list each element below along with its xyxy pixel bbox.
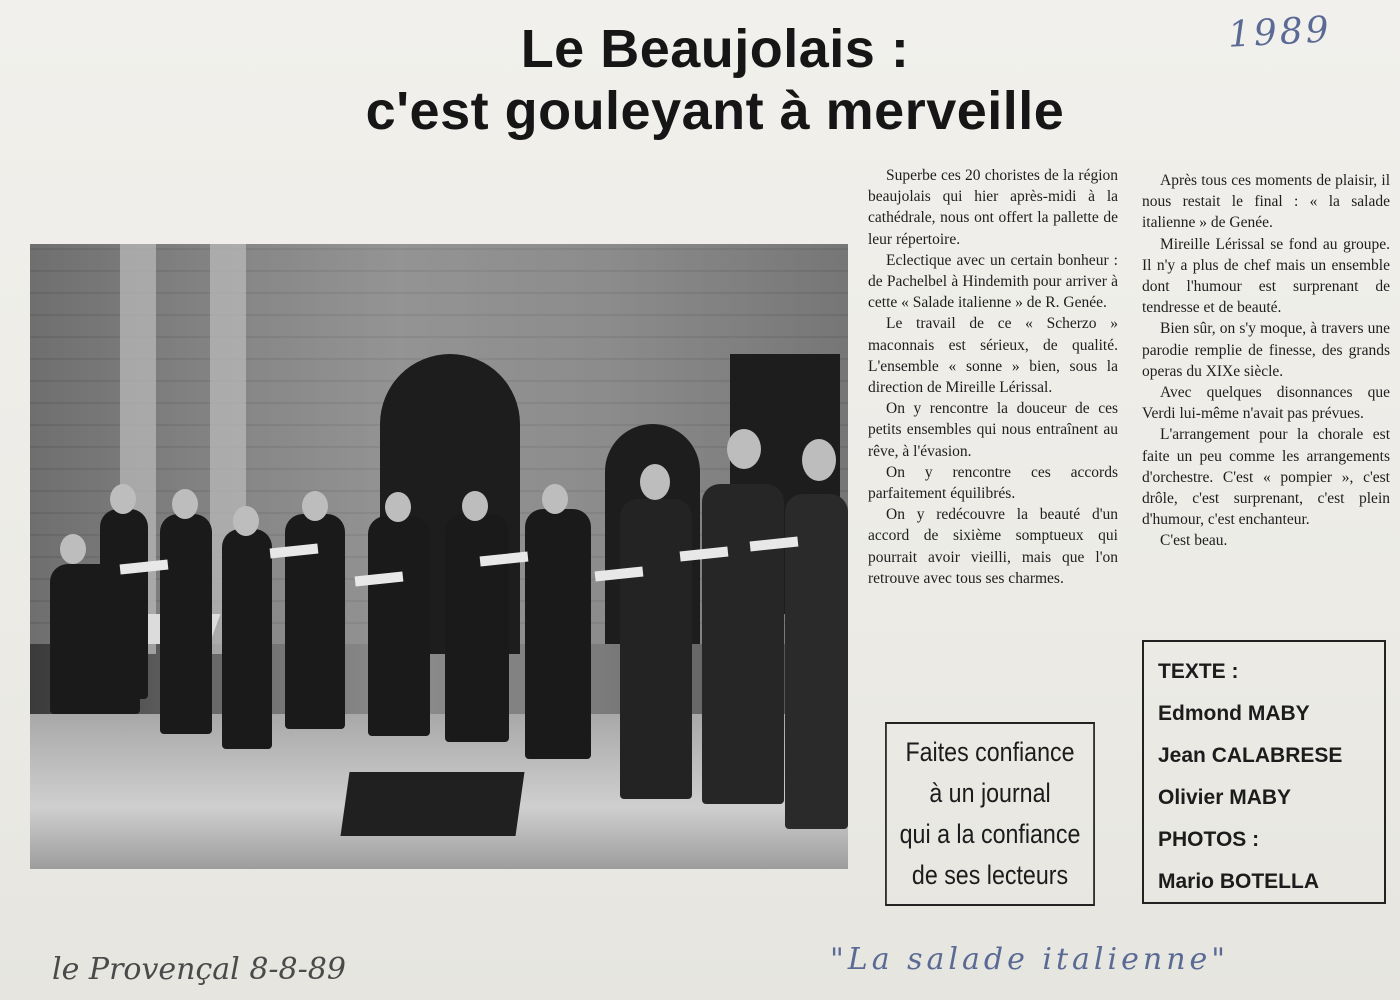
photo-head xyxy=(172,489,198,519)
promo-line: de ses lecteurs xyxy=(911,860,1069,890)
photo-singer xyxy=(445,514,509,742)
photo-singer xyxy=(222,529,272,749)
article-paragraph: Avec quelques disonnances que Verdi lui-même n'avait pas prévues. xyxy=(1142,384,1390,423)
article-paragraph: Bien sûr, on s'y moque, à travers une parodie remplie de finesse, des grands operas du XIXe siècle. xyxy=(1142,320,1390,380)
photo-singer xyxy=(368,516,430,736)
credits-photographer: Mario BOTELLA xyxy=(1158,870,1319,893)
credits-texte-label: TEXTE : xyxy=(1158,660,1239,683)
handwritten-year: 1989 xyxy=(1226,9,1333,56)
promo-line: qui a la confiance xyxy=(899,819,1081,849)
photo-head xyxy=(302,491,328,521)
photo-head xyxy=(60,534,86,564)
credits-author: Olivier MABY xyxy=(1158,786,1292,809)
article-column-1 xyxy=(868,165,1118,589)
promo-line: à un journal xyxy=(929,778,1051,808)
photo-head xyxy=(462,491,488,521)
article-paragraph: On y rencontre ces accords parfaitement équilibrés. xyxy=(868,463,1118,503)
article-paragraph: Le travail de ce « Scherzo » maconnais est sérieux, de qualité. L'ensemble « sonne » bien, sous la direction de Mireille Lérissal. xyxy=(868,315,1118,397)
photo-head xyxy=(640,464,670,500)
article-paragraph: C'est beau. xyxy=(1160,532,1228,550)
promo-line: Faites confiance xyxy=(905,737,1075,767)
handwritten-source: le Provençal 8-8-89 xyxy=(52,952,346,987)
credits-box xyxy=(1142,640,1386,904)
photo-singer xyxy=(620,499,692,799)
article-paragraph: On y redécouvre la beauté d'un accord de sixième somptueux qui pourrait avoir vieilli, mais que l'on retrouve avec tous ses charmes. xyxy=(868,506,1118,587)
credits-author: Jean CALABRESE xyxy=(1158,744,1343,767)
article-paragraph: Superbe ces 20 choristes de la région beaujolais qui hier après-midi à la cathédrale, nous ont offert la pallette de leur répertoire. xyxy=(868,167,1118,248)
credits-author: Edmond MABY xyxy=(1158,702,1310,725)
photo-head xyxy=(110,484,136,514)
headline-line-2: c'est gouleyant à merveille xyxy=(365,81,1065,141)
photo-singer xyxy=(160,514,212,734)
article-paragraph: Eclectique avec un certain bonheur : de Pachelbel à Hindemith pour arriver à cette « Salade italienne » de R. Genée. xyxy=(868,251,1118,312)
photo-head xyxy=(727,429,761,469)
photo-singer xyxy=(702,484,784,804)
promo-box xyxy=(885,722,1095,906)
photo-head xyxy=(233,506,259,536)
credits-photos-label: PHOTOS : xyxy=(1158,828,1260,851)
headline-line-1: Le Beaujolais : xyxy=(520,19,910,79)
choir-photo xyxy=(30,244,848,869)
article-paragraph: Après tous ces moments de plaisir, il nous restait le final : « la salade italienne » de Genée. xyxy=(1142,172,1390,232)
handwritten-caption: "La salade italienne" xyxy=(830,942,1230,977)
photo-head xyxy=(802,439,836,481)
article-headline xyxy=(280,18,1150,142)
photo-head xyxy=(385,492,411,522)
article-paragraph: L'arrangement pour la chorale est faite un peu comme les arrangements d'orchestre. C'est « pompier », c'est drôle, c'est surprenant, c'est plein d'humour, c'est enchanteur. xyxy=(1142,426,1390,529)
article-column-2 xyxy=(1142,170,1390,552)
photo-singer xyxy=(525,509,591,759)
article-paragraph: Mireille Lérissal se fond au groupe. Il n'y a plus de chef mais un ensemble dont l'humour est surprenant de tendresse et de beauté. xyxy=(1142,235,1390,317)
photo-instrument-case xyxy=(341,772,525,836)
photo-head xyxy=(542,484,568,514)
article-paragraph: On y rencontre la douceur de ces petits ensembles qui nous entraînent au rêve, à l'évasion. xyxy=(868,400,1118,460)
photo-singer xyxy=(100,509,148,699)
